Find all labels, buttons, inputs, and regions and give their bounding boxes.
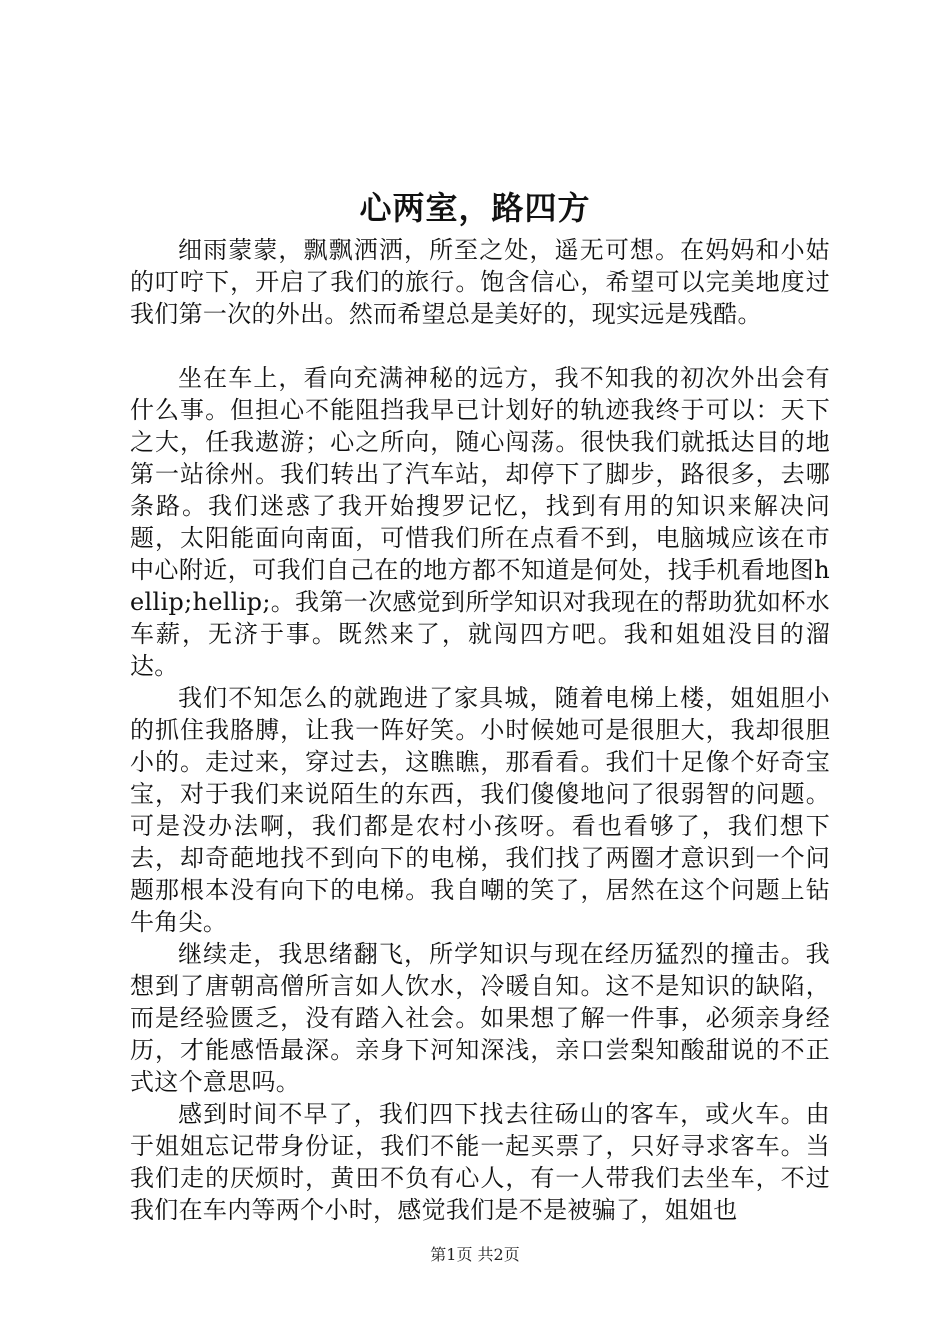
paragraph-5: 感到时间不早了，我们四下找去往砀山的客车，或火车。由于姐姐忘记带身份证，我们不能一起买票了，只好寻求客车。当我们走的厌烦时，黄田不负有心人，有一人带我们去坐车，不过我们在车内等两个小时，感觉我们是不是被骗了，姐姐也 <box>130 1100 830 1224</box>
document-body <box>130 234 830 1226</box>
page-footer: 第1页 共2页 <box>430 1245 520 1264</box>
paragraph-4: 继续走，我思绪翻飞，所学知识与现在经历猛烈的撞击。我想到了唐朝高僧所言如人饮水，冷暖自知。这不是知识的缺陷，而是经验匮乏，没有踏入社会。如果想了解一件事，必须亲身经历，才能感悟最深。亲身下河知深浅，亲口尝梨知酸甜说的不正式这个意思吗。 <box>130 940 830 1096</box>
paragraph-2: 坐在车上，看向充满神秘的远方，我不知我的初次外出会有什么事。但担心不能阻挡我早已计划好的轨迹我终于可以：天下之大，任我遨游；心之所向，随心闯荡。很快我们就抵达目的地第一站徐州。我们转出了汽车站，却停下了脚步，路很多，去哪条路。我们迷惑了我开始搜罗记忆，找到有用的知识来解决问题，太阳能面向南面，可惜我们所在点看不到，电脑城应该在市中心附近，可我们自己在的地方都不知道是何处，找手机看地图hellip;hellip;。我第一次感觉到所学知识对我现在的帮助犹如杯水车薪，无济于事。既然来了，就闯四方吧。我和姐姐没目的溜达。 <box>130 364 830 680</box>
document-title: 心两室，路四方 <box>359 189 591 227</box>
paragraph-1: 细雨蒙蒙，飘飘洒洒，所至之处，遥无可想。在妈妈和小姑的叮咛下，开启了我们的旅行。饱含信心，希望可以完美地度过我们第一次的外出。然而希望总是美好的，现实远是残酷。 <box>130 236 830 328</box>
paragraph-gap <box>130 330 830 362</box>
paragraph-3: 我们不知怎么的就跑进了家具城，随着电梯上楼，姐姐胆小的抓住我胳膊，让我一阵好笑。小时候她可是很胆大，我却很胆小的。走过来，穿过去，这瞧瞧，那看看。我们十足像个好奇宝宝，对于我们来说陌生的东西，我们傻傻地问了很弱智的问题。可是没办法啊，我们都是农村小孩呀。看也看够了，我们想下去，却奇葩地找不到向下的电梯，我们找了两圈才意识到一个问题那根本没有向下的电梯。我自嘲的笑了，居然在这个问题上钻牛角尖。 <box>130 684 830 936</box>
